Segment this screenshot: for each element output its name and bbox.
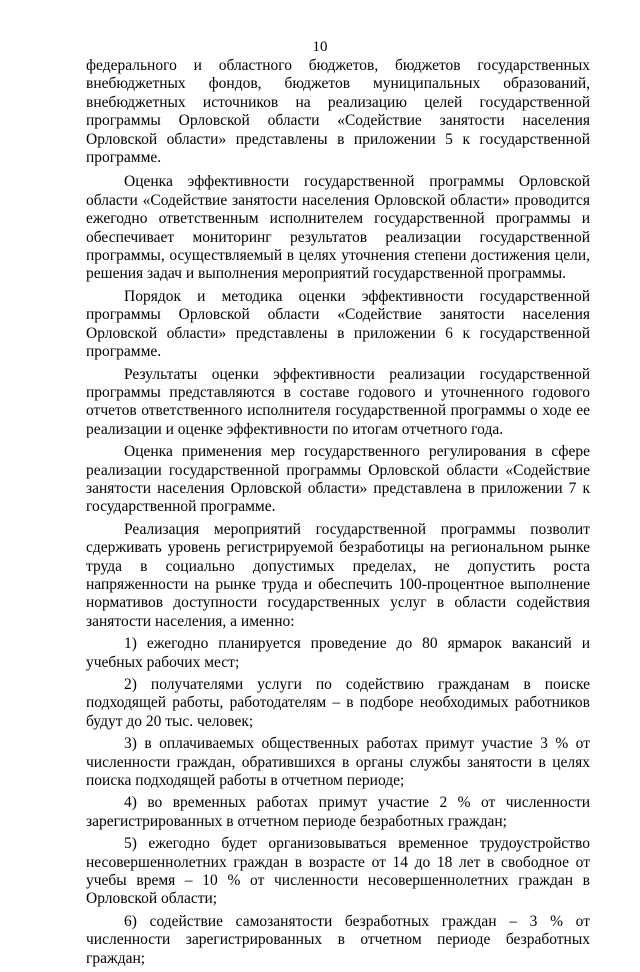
document-body xyxy=(86,57,590,972)
list-item-temporary-works: 4) во временных работах примут участие 2 % от численности зарегистрированных в отчетном периоде безработных граждан; xyxy=(86,794,590,830)
paragraph-regulation-measures: Оценка применения мер государственного регулирования в сфере реализации государственной программы Орловской области «Содействие занятости населения Орловской области» представлена в приложении 7 к государственной программе. xyxy=(86,443,590,516)
paragraph-assessment-methodology: Порядок и методика оценки эффективности государственной программы Орловской области «Содействие занятости населения Орловской области» представлены в приложении 6 к государственной программе. xyxy=(86,287,590,361)
paragraph-assessment-results: Результаты оценки эффективности реализации государственной программы представляются в составе годового и уточненного годового отчетов ответственного исполнителя государственной программы о ходе ее реализации и оценке эффективности по итогам отчетного года. xyxy=(86,365,590,438)
paragraph-efficiency-assessment: Оценка эффективности государственной программы Орловской области «Содействие занятости населения Орловской области» проводится ежегодно ответственным исполнителем государственной программы и обеспечивает мониторинг результатов реализации государственной программы, осуществляемый в целях уточнения степени достижения цели, решения задач и выполнения мероприятий государственной программы. xyxy=(86,173,590,283)
paragraph-budget-sources: федерального и областного бюджетов, бюджетов государственных внебюджетных фондов, бюджетов муниципальных образований, внебюджетных источников на реализацию целей государственной программы Орловской области «Содействие занятости населения Орловской области» представлены в приложении 5 к государственной программе. xyxy=(86,57,590,167)
list-item-self-employment: 6) содействие самозанятости безработных граждан – 3 % от численности зарегистрированных в отчетном периоде безработных граждан; xyxy=(86,912,590,967)
list-item-job-search-services: 2) получателями услуги по содействию гражданам в поиске подходящей работы, работодателям – в подборе необходимых работников будут до 20 тыс. человек; xyxy=(86,676,590,730)
list-item-job-fairs: 1) ежегодно планируется проведение до 80 ярмарок вакансий и учебных рабочих мест; xyxy=(86,635,590,671)
list-item-public-works: 3) в оплачиваемых общественных работах примут участие 3 % от численности граждан, обратившихся в органы службы занятости в целях поиска подходящей работы в отчетном периоде; xyxy=(86,735,590,790)
paragraph-expected-results: Реализация мероприятий государственной программы позволит сдерживать уровень регистрируемой безработицы на региональном рынке труда в социально допустимых пределах, не допустить роста напряженности на рынке труда и обеспечить 100-процентное выполнение нормативов доступности государственных услуг в области содействия занятости населения, а именно: xyxy=(86,520,590,630)
page-number: 10 xyxy=(312,39,328,55)
list-item-youth-employment: 5) ежегодно будет организовываться временное трудоустройство несовершеннолетних граждан в возрасте от 14 до 18 лет в свободное от учебы время – 10 % от численности несовершеннолетних граждан в Орловской области; xyxy=(86,835,590,908)
